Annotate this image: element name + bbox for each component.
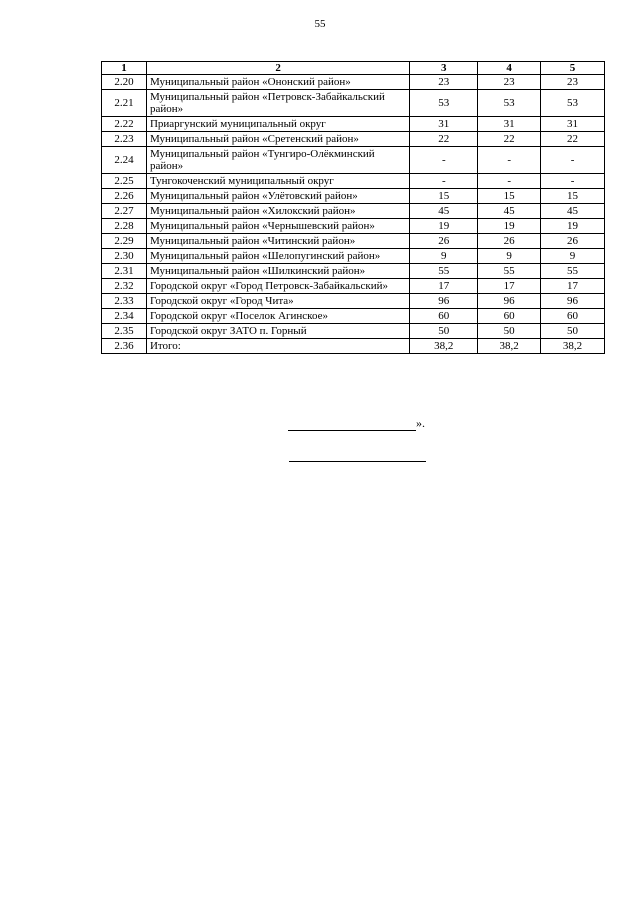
table-row	[102, 234, 605, 249]
table-row	[102, 309, 605, 324]
table-row	[102, 90, 605, 117]
row-value-col-4: 55	[478, 264, 541, 279]
row-value-col-4: 9	[478, 249, 541, 264]
footer-rule	[289, 461, 426, 462]
row-name: Муниципальный район «Шилкинский район»	[146, 264, 409, 279]
row-value-col-5: 23	[541, 75, 605, 90]
row-name: Городской округ ЗАТО п. Горный	[146, 324, 409, 339]
closing-quote: ».	[416, 416, 425, 430]
row-value-col-3: -	[410, 174, 478, 189]
table-row	[102, 279, 605, 294]
row-name: Муниципальный район «Хилокский район»	[146, 204, 409, 219]
row-name: Муниципальный район «Петровск-Забайкальский район»	[146, 90, 409, 117]
row-value-col-3: 53	[410, 90, 478, 117]
row-value-col-3: 55	[410, 264, 478, 279]
table-row	[102, 219, 605, 234]
row-name: Итого:	[146, 339, 409, 354]
row-value-col-4: -	[478, 174, 541, 189]
row-value-col-3: 96	[410, 294, 478, 309]
row-number: 2.32	[102, 279, 147, 294]
row-name: Муниципальный район «Шелопугинский район»	[146, 249, 409, 264]
row-name: Приаргунский муниципальный округ	[146, 117, 409, 132]
row-value-col-4: 22	[478, 132, 541, 147]
row-value-col-3: 38,2	[410, 339, 478, 354]
row-name: Городской округ «Поселок Агинское»	[146, 309, 409, 324]
table-row	[102, 147, 605, 174]
table-row	[102, 264, 605, 279]
header-col-2: 2	[146, 62, 409, 75]
row-value-col-3: 17	[410, 279, 478, 294]
row-value-col-4: 23	[478, 75, 541, 90]
row-number: 2.21	[102, 90, 147, 117]
row-value-col-5: 15	[541, 189, 605, 204]
header-col-3: 3	[410, 62, 478, 75]
row-value-col-4: 26	[478, 234, 541, 249]
row-value-col-4: 50	[478, 324, 541, 339]
row-value-col-5: 9	[541, 249, 605, 264]
row-name: Городской округ «Город Петровск-Забайкальский»	[146, 279, 409, 294]
row-value-col-5: 60	[541, 309, 605, 324]
row-value-col-5: 17	[541, 279, 605, 294]
row-number: 2.20	[102, 75, 147, 90]
row-value-col-5: 22	[541, 132, 605, 147]
row-value-col-3: 22	[410, 132, 478, 147]
row-name: Муниципальный район «Ононский район»	[146, 75, 409, 90]
row-name: Городской округ «Город Чита»	[146, 294, 409, 309]
row-value-col-4: 17	[478, 279, 541, 294]
table-body	[102, 75, 605, 354]
row-number: 2.30	[102, 249, 147, 264]
row-number: 2.35	[102, 324, 147, 339]
row-value-col-4: 53	[478, 90, 541, 117]
row-value-col-5: 53	[541, 90, 605, 117]
row-name: Муниципальный район «Тунгиро-Олёкминский район»	[146, 147, 409, 174]
table-row	[102, 204, 605, 219]
header-col-4: 4	[478, 62, 541, 75]
table-row	[102, 174, 605, 189]
row-value-col-5: 19	[541, 219, 605, 234]
row-name: Муниципальный район «Сретенский район»	[146, 132, 409, 147]
row-value-col-5: -	[541, 147, 605, 174]
table-row	[102, 75, 605, 90]
row-value-col-4: 15	[478, 189, 541, 204]
table-row	[102, 117, 605, 132]
table-header-row	[102, 62, 605, 75]
row-value-col-5: -	[541, 174, 605, 189]
row-value-col-3: 50	[410, 324, 478, 339]
row-number: 2.26	[102, 189, 147, 204]
row-number: 2.34	[102, 309, 147, 324]
row-number: 2.36	[102, 339, 147, 354]
row-value-col-3: 26	[410, 234, 478, 249]
row-number: 2.22	[102, 117, 147, 132]
header-col-1: 1	[102, 62, 147, 75]
row-value-col-3: 45	[410, 204, 478, 219]
row-number: 2.24	[102, 147, 147, 174]
row-value-col-4: 45	[478, 204, 541, 219]
row-value-col-5: 26	[541, 234, 605, 249]
header-col-5: 5	[541, 62, 605, 75]
row-value-col-4: -	[478, 147, 541, 174]
row-number: 2.23	[102, 132, 147, 147]
row-value-col-3: 19	[410, 219, 478, 234]
row-value-col-3: 31	[410, 117, 478, 132]
row-value-col-4: 60	[478, 309, 541, 324]
table-row	[102, 189, 605, 204]
table-row	[102, 339, 605, 354]
row-value-col-3: 60	[410, 309, 478, 324]
row-value-col-4: 96	[478, 294, 541, 309]
row-value-col-5: 50	[541, 324, 605, 339]
blank-underline	[288, 419, 416, 431]
row-number: 2.28	[102, 219, 147, 234]
row-name: Муниципальный район «Чернышевский район»	[146, 219, 409, 234]
row-value-col-3: -	[410, 147, 478, 174]
row-name: Муниципальный район «Читинский район»	[146, 234, 409, 249]
data-table	[101, 61, 605, 354]
table-row	[102, 249, 605, 264]
table-row	[102, 132, 605, 147]
row-value-col-5: 45	[541, 204, 605, 219]
table-row	[102, 324, 605, 339]
row-number: 2.25	[102, 174, 147, 189]
row-value-col-5: 96	[541, 294, 605, 309]
row-value-col-3: 15	[410, 189, 478, 204]
row-value-col-4: 19	[478, 219, 541, 234]
row-number: 2.29	[102, 234, 147, 249]
closing-line	[288, 416, 425, 431]
row-value-col-4: 31	[478, 117, 541, 132]
row-value-col-3: 23	[410, 75, 478, 90]
row-value-col-5: 38,2	[541, 339, 605, 354]
row-name: Тунгокоченский муниципальный округ	[146, 174, 409, 189]
row-value-col-5: 31	[541, 117, 605, 132]
row-value-col-3: 9	[410, 249, 478, 264]
table-row	[102, 294, 605, 309]
row-value-col-5: 55	[541, 264, 605, 279]
row-number: 2.31	[102, 264, 147, 279]
page-number: 55	[314, 18, 326, 30]
row-number: 2.27	[102, 204, 147, 219]
row-name: Муниципальный район «Улётовский район»	[146, 189, 409, 204]
row-value-col-4: 38,2	[478, 339, 541, 354]
row-number: 2.33	[102, 294, 147, 309]
